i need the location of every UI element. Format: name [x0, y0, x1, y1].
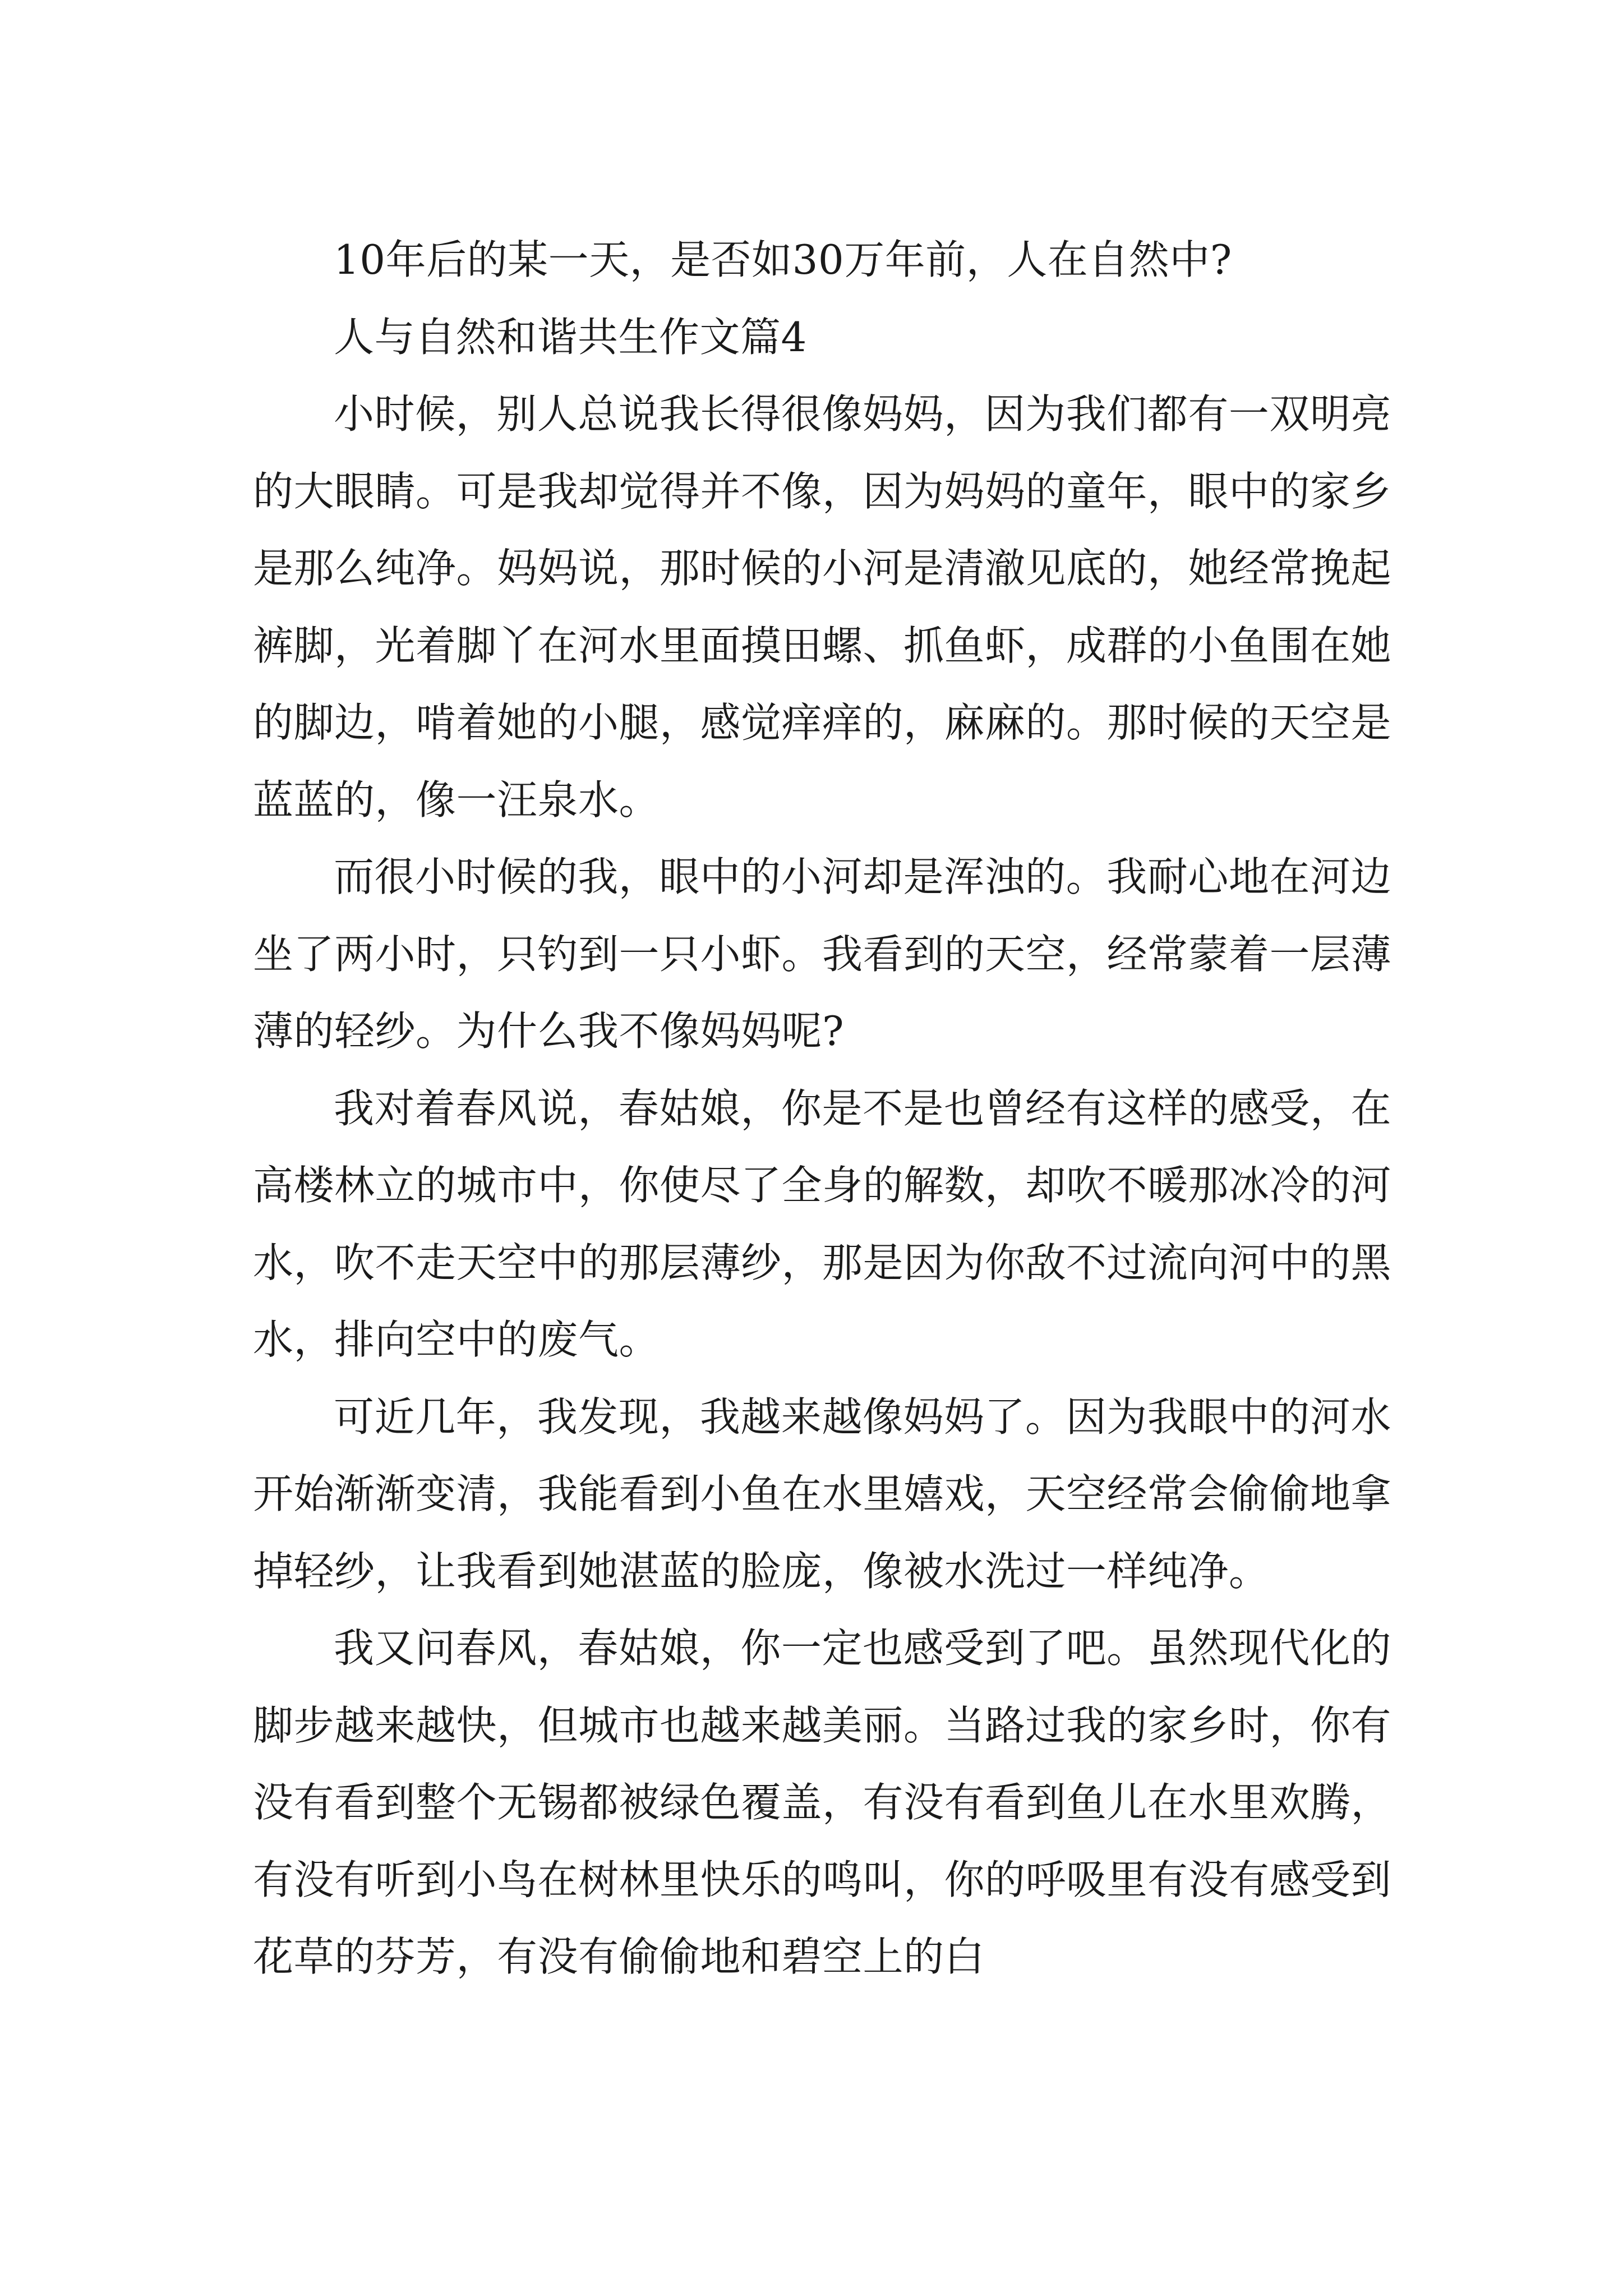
- paragraph-ask-spring: 我又问春风，春姑娘，你一定也感受到了吧。虽然现代化的脚步越来越快，但城市也越来越美丽。当路过我的家乡时，你有没有看到整个无锡都被绿色覆盖，有没有看到鱼儿在水里欢腾，有没有听到小鸟在树林里快乐的鸣叫，你的呼吸里有没有感受到花草的芬芳，有没有偷偷地和碧空上的白: [253, 1625, 1392, 1980]
- section-heading: 人与自然和谐共生作文篇4: [334, 313, 807, 361]
- paragraph-childhood: 小时候，别人总说我长得很像妈妈，因为我们都有一双明亮的大眼睛。可是我却觉得并不像，因为妈妈的童年，眼中的家乡是那么纯净。妈妈说，那时候的小河是清澈见底的，她经常挽起裤脚，光着脚丫在河水里面摸田螺、抓鱼虾，成群的小鱼围在她的脚边，啃着她的小腿，感觉痒痒的，麻麻的。那时候的天空是蓝蓝的，像一汪泉水。: [253, 390, 1392, 823]
- article-body: [253, 222, 1391, 1996]
- paragraph-intro-question: 10年后的某一天，是否如30万年前，人在自然中?: [334, 236, 1232, 283]
- paragraph-spring-wind: 我对着春风说，春姑娘，你是不是也曾经有这样的感受，在高楼林立的城市中，你使尽了全身的解数，却吹不暖那冰冷的河水，吹不走天空中的那层薄纱，那是因为你敌不过流向河中的黑水，排向空中的废气。: [253, 1084, 1392, 1363]
- paragraph-recent-years: 可近几年，我发现，我越来越像妈妈了。因为我眼中的河水开始渐渐变清，我能看到小鱼在水里嬉戏，天空经常会偷偷地拿掉轻纱，让我看到她湛蓝的脸庞，像被水洗过一样纯净。: [253, 1393, 1392, 1595]
- paragraph-murky-river: 而很小时候的我，眼中的小河却是浑浊的。我耐心地在河边坐了两小时，只钓到一只小虾。我看到的天空，经常蒙着一层薄薄的轻纱。为什么我不像妈妈呢?: [253, 853, 1392, 1055]
